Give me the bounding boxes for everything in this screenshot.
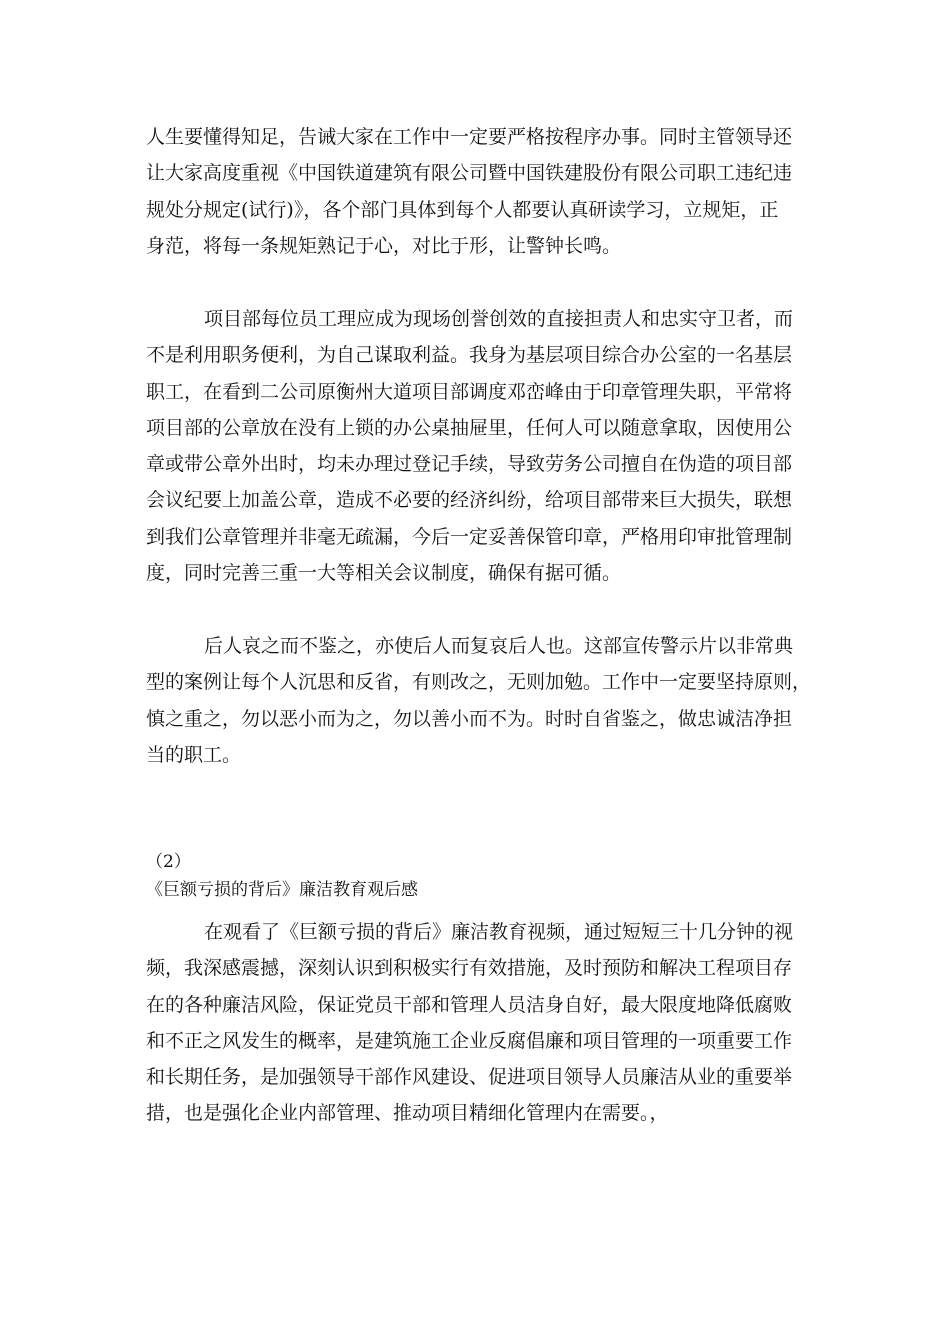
paragraph-line: 后人哀之而不鉴之，亦使后人而复哀后人也。这部宣传警示片以非常典 (204, 635, 794, 657)
paragraph-line: 当的职工。 (146, 743, 242, 766)
paragraph-line: 在的各种廉洁风险，保证党员干部和管理人员洁身自好，最大限度地降低腐败 (146, 993, 793, 1016)
paragraph-line: 措，也是强化企业内部管理、推动项目精细化管理内在需要。， (146, 1102, 669, 1125)
paragraph-line: 项目部每位员工理应成为现场创誉创效的直接担责人和忠实守卫者，而 (204, 308, 794, 330)
paragraph-line: 职工，在看到二公司原衡州大道项目部调度邓峦峰由于印章管理失职，平常将 (146, 380, 793, 403)
section-number: （2） (146, 852, 191, 872)
paragraph-line: 和不正之风发生的概率，是建筑施工企业反腐倡廉和项目管理的一项重要工作 (146, 1029, 793, 1052)
section-heading (146, 848, 806, 904)
paragraph-line: 型的案例让每个人沉思和反省，有则改之，无则加勉。工作中一定要坚持原则， (146, 671, 812, 694)
paragraph-line: 身范，将每一条规矩熟记于心，对比于形，让警钟长鸣。 (146, 234, 622, 257)
paragraph-line: 项目部的公章放在没有上锁的办公桌抽屉里，任何人可以随意拿取，因使用公 (146, 416, 793, 439)
paragraph-line: 慎之重之，勿以恶小而为之，勿以善小而不为。时时自省鉴之，做忠诚洁净担 (146, 707, 793, 730)
paragraph-line: 人生要懂得知足，告诫大家在工作中一定要严格按程序办事。同时主管领导还 (146, 126, 793, 148)
paragraph-line: 会议纪要上加盖公章，造成不必要的经济纠纷，给项目部带来巨大损失，联想 (146, 489, 793, 512)
section-title: 《巨额亏损的背后》廉洁教育观后感 (146, 880, 418, 900)
paragraph-1 (146, 119, 806, 264)
paragraph-line: 不是利用职务便利，为自己谋取利益。我身为基层项目综合办公室的一名基层 (146, 344, 793, 367)
paragraph-line: 频，我深感震撼，深刻认识到积极实行有效措施，及时预防和解决工程项目存 (146, 957, 793, 980)
paragraph-line: 在观看了《巨额亏损的背后》廉洁教育视频，通过短短三十几分钟的视 (204, 921, 794, 943)
paragraph-line: 章或带公章外出时，均未办理过登记手续，导致劳务公司擅自在伪造的项目部 (146, 453, 793, 476)
paragraph-line: 到我们公章管理并非毫无疏漏，今后一定妥善保管印章，严格用印审批管理制 (146, 525, 793, 548)
paragraph-line: 让大家高度重视《中国铁道建筑有限公司暨中国铁建股份有限公司职工违纪违 (146, 162, 793, 185)
paragraph-line: 规处分规定(试行)》，各个部门具体到每个人都要认真研读学习，立规矩，正 (146, 198, 779, 221)
paragraph-line: 度，同时完善三重一大等相关会议制度，确保有据可循。 (146, 562, 622, 585)
paragraph-4 (146, 914, 806, 1132)
paragraph-line: 和长期任务，是加强领导干部作风建设、促进项目领导人员廉洁从业的重要举 (146, 1066, 793, 1089)
paragraph-3 (146, 628, 812, 773)
paragraph-2 (146, 301, 806, 591)
